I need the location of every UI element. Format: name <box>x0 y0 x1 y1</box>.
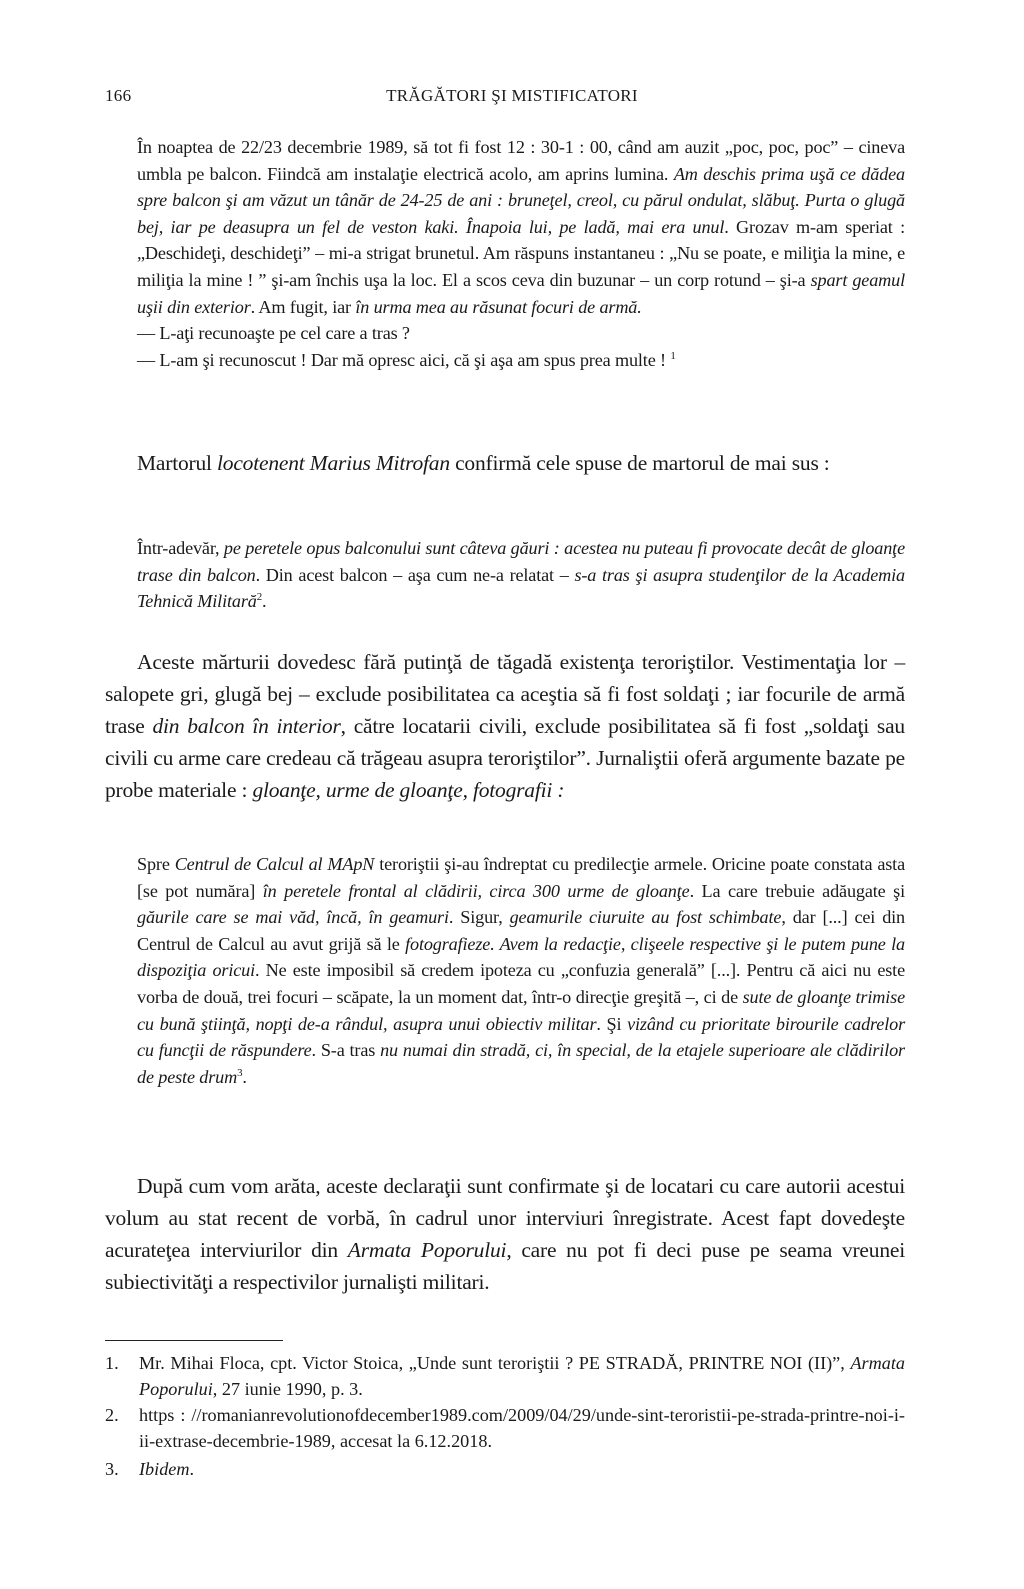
body-paragraph-witness <box>105 447 905 479</box>
italic-text: nu numai din stradă, ci, în special, de la etajele superioare ale clădirilor de peste drum <box>137 1040 905 1087</box>
footnote-reference: 1 <box>670 349 676 362</box>
text-run: , care nu pot fi deci puse pe seama vreunei subiectivităţi a respectivilor jurnalişti militari. <box>105 1238 905 1294</box>
text-run: Martorul <box>137 451 218 475</box>
text-run: . Sigur, <box>448 907 510 928</box>
text-run: https : //romanianrevolutionofdecember1989.com/2009/04/29/unde-sint-teroristii-pe-strada-printre-noi-i-ii-extrase-decembrie-1989, accesat la 6.12.2018. <box>139 1405 905 1451</box>
text-run: . <box>189 1459 195 1479</box>
footnote-number: 1. <box>105 1353 119 1373</box>
italic-text: în urma mea au răsunat focuri de armă. <box>355 296 642 317</box>
footnote-text <box>139 1402 905 1454</box>
text-run: Spre <box>137 854 175 874</box>
paragraph <box>105 646 905 806</box>
running-title: TRĂGĂTORI ŞI MISTIFICATORI <box>386 86 638 105</box>
italic-text: găurile care se mai văd, încă, în geamuri <box>137 907 449 928</box>
paragraph <box>137 134 905 320</box>
text-run: — L-aţi recunoaşte pe cel care a tras ? <box>137 323 410 344</box>
text-run: Aceste mărturii dovedesc fără putinţă de tăgadă existenţa teroriştilor. Vestimentaţia lor – salopete gri, glugă bej – exclude posibilitatea ca aceştia să fi fost soldaţi ; iar focurile de armă trase <box>105 650 905 738</box>
text-run: . Şi <box>596 1013 628 1034</box>
text-run: confirmă cele spuse de martorul de mai sus : <box>449 451 830 475</box>
text-run: . Am fugit, iar <box>250 296 356 317</box>
italic-text: Armata Poporului <box>139 1353 905 1399</box>
italic-text: Armata Poporului <box>347 1238 507 1262</box>
text-run: . S-a tras <box>311 1040 381 1061</box>
text-run: , către locatarii civili, exclude posibilitatea să fi fost „soldaţi sau civili cu arme care credeau că trăgeau asupra teroriştilor”. Jurnaliştii oferă argumente bazate pe probe materiale : <box>105 714 905 802</box>
text-run: . Grozav m-am speriat : „Deschideţi, deschideţi” – mi-a strigat brunetul. Am răspuns instantaneu : „Nu se poate, e miliţia la mine, e miliţia la mine ! ” şi-am închis uşa la loc. El a scos ceva din buzunar – un corp rotund – şi-a <box>137 216 905 290</box>
text-run: . <box>242 1066 247 1087</box>
quote-testimony <box>137 134 905 373</box>
footnote-reference: 3 <box>237 1066 243 1079</box>
paragraph <box>105 1170 905 1298</box>
footnote-separator <box>105 1340 283 1341</box>
italic-text: vizând cu prioritate birourile cadrelor cu funcţii de răspundere <box>137 1013 906 1061</box>
page-number: 166 <box>105 86 132 105</box>
footnote <box>105 1350 905 1402</box>
text-run: . Ne este imposibil să credem ipoteza cu „confuzia generală” [...]. Pentru că aici nu este vorba de două, trei focuri – scăpate, la un moment dat, într-o direcţie greşită –, ci de <box>137 960 905 1007</box>
italic-text: sute de gloanţe trimise cu bună ştiinţă, nopţi de-a rândul, asupra unui obiectiv militar <box>137 986 905 1034</box>
italic-text: din balcon în interior <box>152 714 341 738</box>
text-run: . <box>262 591 267 612</box>
footnote <box>105 1402 905 1454</box>
text-run: . Din acest balcon – aşa cum ne-a relatat – <box>255 564 575 585</box>
body-paragraph-conclusion <box>105 1170 905 1298</box>
paragraph <box>137 320 905 347</box>
italic-text: în peretele frontal al clădirii, circa 300 urme de gloanţe <box>262 880 690 901</box>
footnote-text <box>139 1350 905 1402</box>
body-paragraph-evidence <box>105 646 905 806</box>
italic-text: Am deschis prima uşă ce dădea spre balcon şi am văzut un tânăr de 24-25 de ani : bruneţel, creol, cu părul ondulat, slăbuţ. Purta o glugă bej, iar pe deasupra un fel de veston kaki. Înapoia lui, pe ladă, mai era unul <box>137 163 906 237</box>
italic-text: pe peretele opus balconului sunt câteva găuri : acestea nu puteau fi provocate decât de gloanţe trase din balcon <box>137 538 905 585</box>
footnote-number: 2. <box>105 1405 119 1425</box>
text-run: , 27 iunie 1990, p. 3. <box>212 1379 363 1399</box>
paragraph <box>105 447 905 479</box>
text-run: — L-am şi recunoscut ! Dar mă opresc aici, că şi aşa am spus prea multe ! <box>137 349 671 370</box>
text-run: După cum vom arăta, aceste declaraţii sunt confirmate şi de locatari cu care autorii acestui volum au stat recent de vorbă, în cadrul unor interviuri înregistrate. Acest fapt dovedeşte acurateţea interviurilor din <box>105 1174 905 1262</box>
italic-text: Ibidem <box>139 1459 190 1479</box>
footnote-reference: 2 <box>256 591 263 604</box>
text-run: Într-adevăr, <box>137 538 224 558</box>
italic-text: s-a tras şi asupra studenţilor de la Academia Tehnică Militară <box>137 564 905 612</box>
italic-text: fotografieze. Avem la redacţie, clişeele respective şi le putem pune la dispoziţia oricui <box>137 933 905 981</box>
italic-text: spart geamul uşii din exterior <box>137 269 905 317</box>
footnote-number: 3. <box>105 1459 119 1479</box>
text-run: În noaptea de 22/23 decembrie 1989, să tot fi fost 12 : 30-1 : 00, când am auzit „poc, poc, poc” – cineva umbla pe balcon. Fiindcă am instalaţie electrică acolo, am aprins lumina. <box>137 137 905 184</box>
text-run: . La care trebuie adăugate şi <box>689 880 905 901</box>
text-run: Mr. Mihai Floca, cpt. Victor Stoica, „Unde sunt teroriştii ? PE STRADĂ, PRINTRE NOI (II)”, <box>139 1353 851 1373</box>
italic-text: gloanţe, urme de gloanţe, fotografii : <box>252 778 565 802</box>
quote-computing-center <box>137 851 905 1090</box>
quote-balcony <box>137 535 905 615</box>
paragraph <box>137 851 905 1090</box>
paragraph <box>137 347 905 374</box>
text-run: teroriştii şi-au îndreptat cu predilecţie armele. Oricine poate constata asta [se pot număra] <box>137 854 905 901</box>
text-run: , dar [...] cei din Centrul de Calcul au avut grijă să le <box>137 907 905 954</box>
italic-text: geamurile ciuruite au fost schimbate <box>509 907 782 928</box>
paragraph <box>137 535 905 615</box>
footnote-text <box>139 1456 905 1482</box>
italic-text: locotenent Marius Mitrofan <box>217 451 450 475</box>
italic-text: Centrul de Calcul al MApN <box>174 854 375 874</box>
footnote <box>105 1456 905 1482</box>
